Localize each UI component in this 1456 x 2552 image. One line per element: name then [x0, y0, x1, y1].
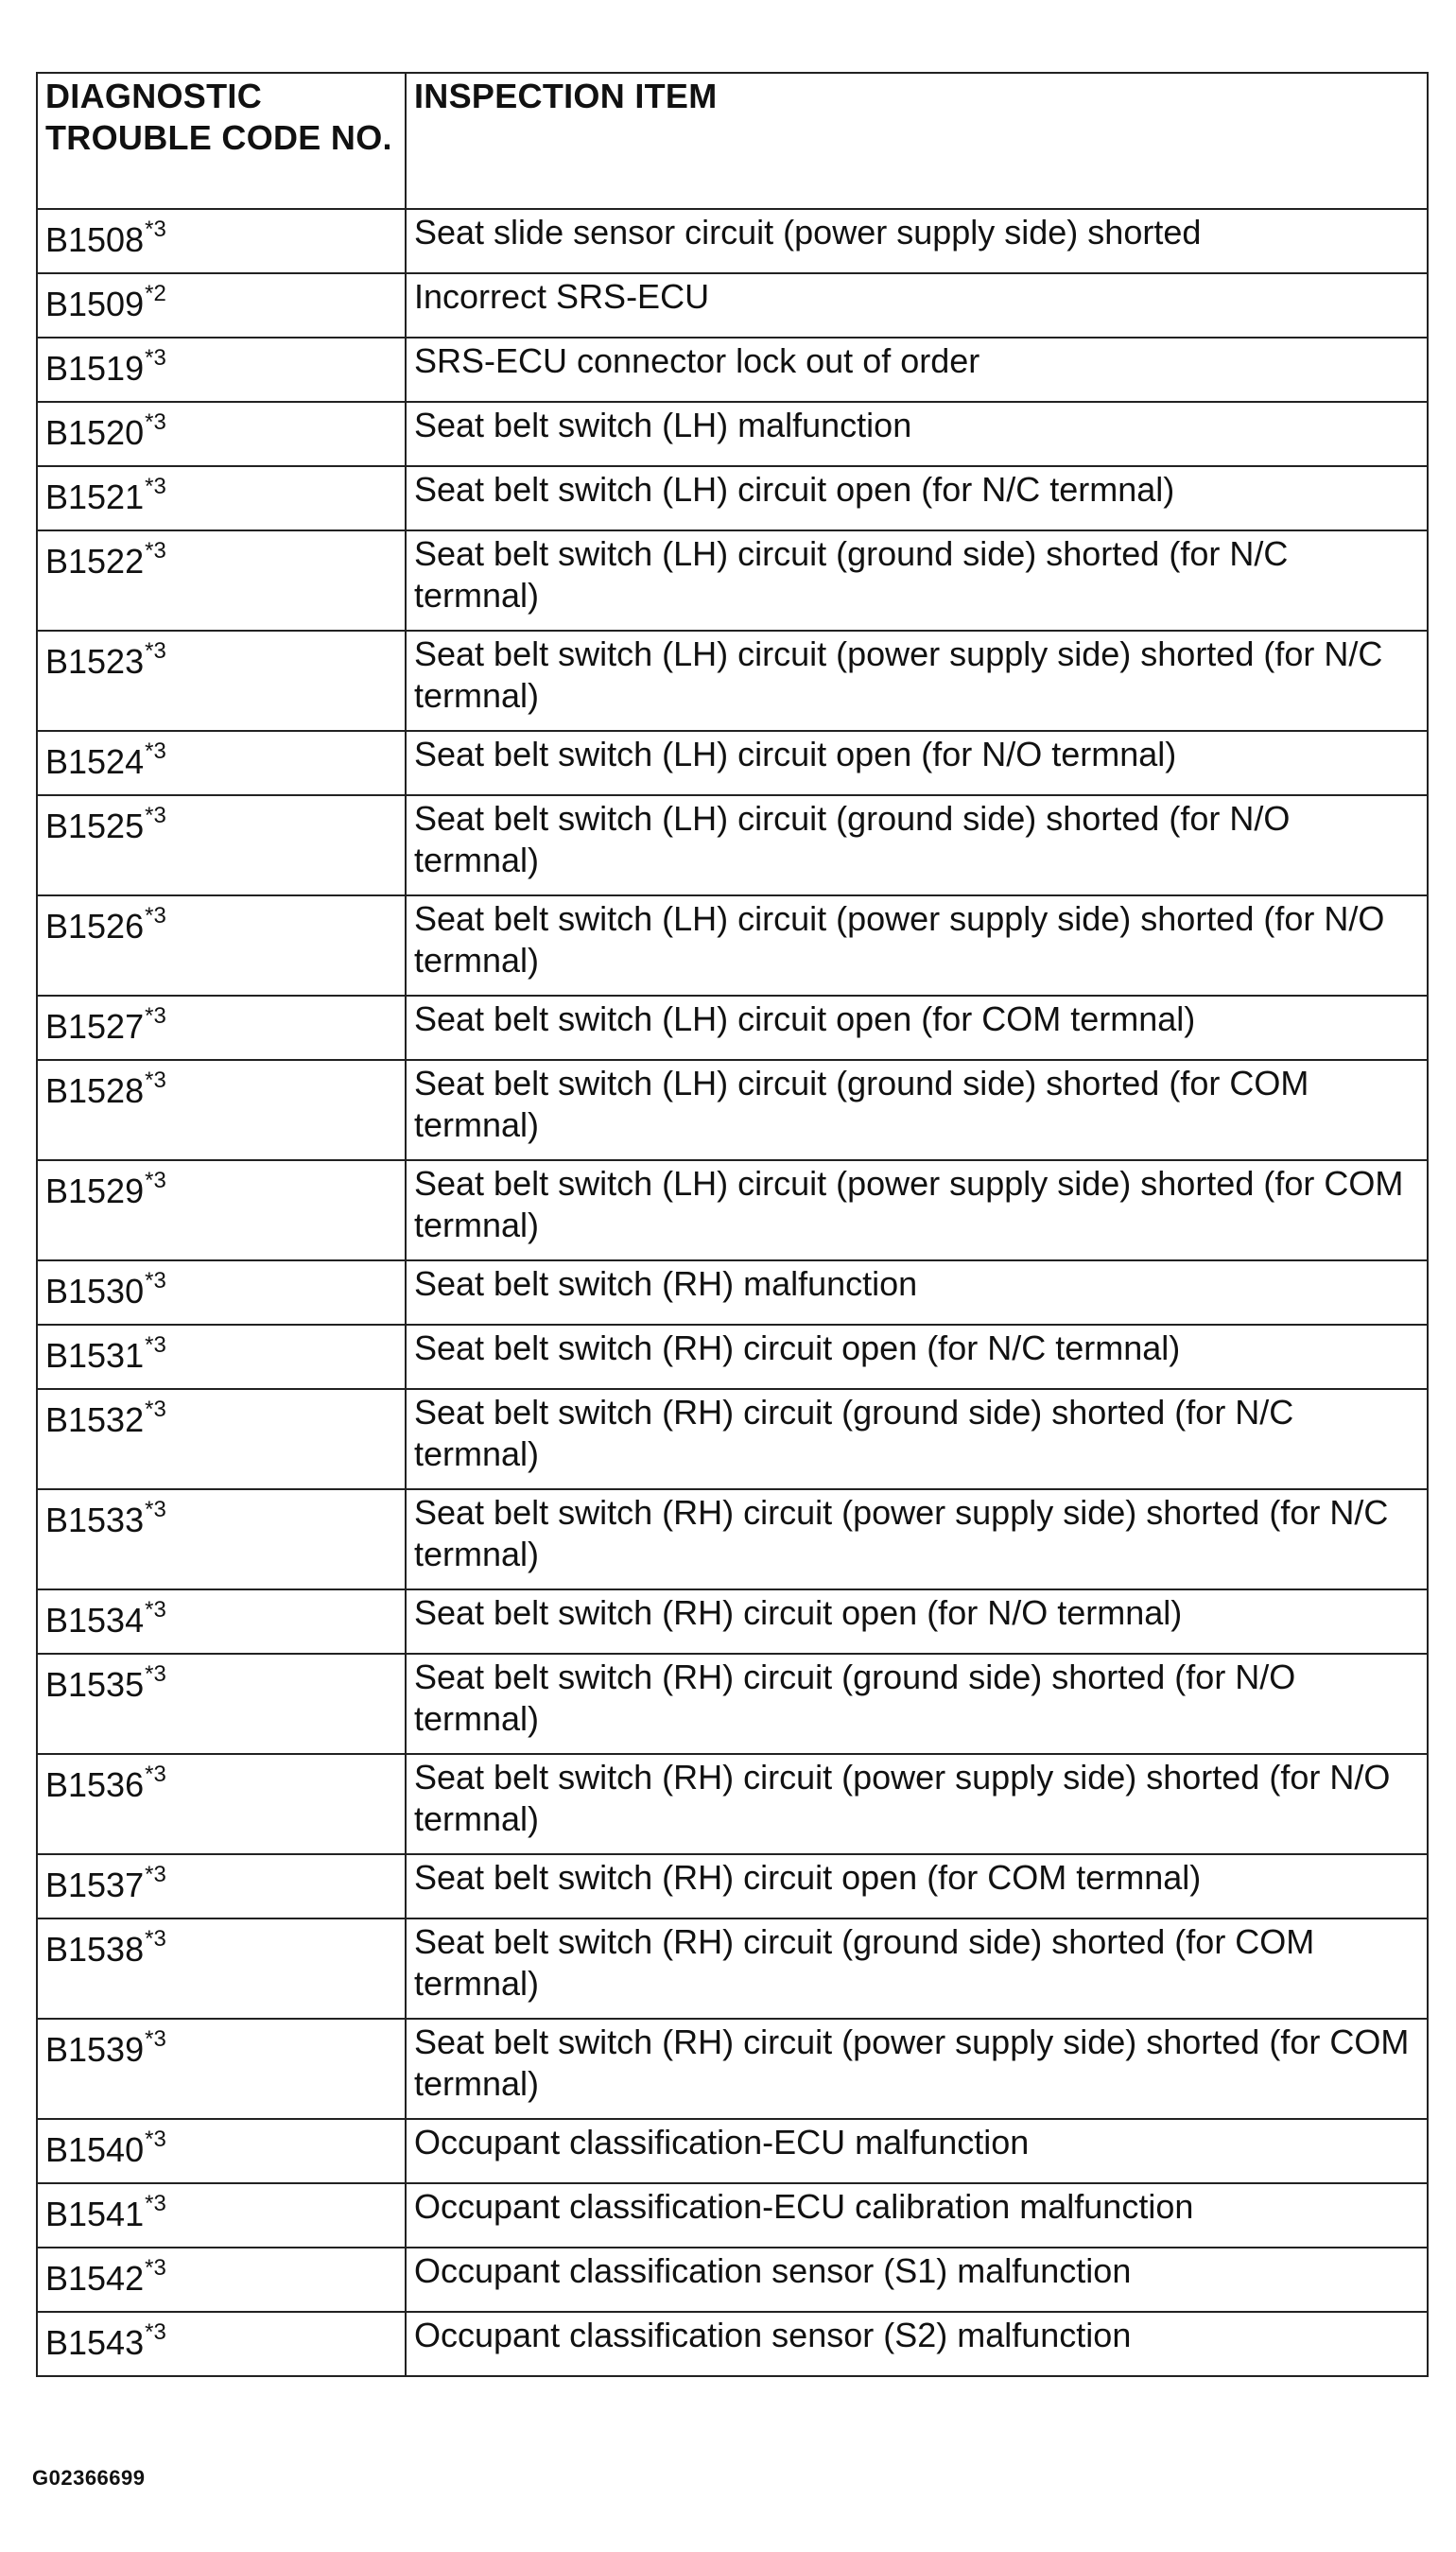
- dtc-note-marker: *3: [145, 538, 166, 564]
- dtc-code: B1520: [45, 413, 145, 452]
- dtc-code: B1526: [45, 907, 145, 946]
- dtc-code: B1535: [45, 1665, 145, 1704]
- dtc-note-marker: *3: [145, 474, 166, 499]
- table-row: [37, 1589, 1428, 1654]
- dtc-code: B1527: [45, 1007, 145, 1046]
- table-row: [37, 1854, 1428, 1918]
- dtc-code-cell: [37, 1060, 406, 1160]
- table-row: [37, 895, 1428, 996]
- dtc-code: B1534: [45, 1601, 145, 1640]
- table-row: [37, 2312, 1428, 2376]
- dtc-code-cell: [37, 402, 406, 466]
- dtc-code-cell: [37, 631, 406, 731]
- table-row: [37, 1160, 1428, 1260]
- dtc-note-marker: *3: [145, 1397, 166, 1422]
- table-row: [37, 2248, 1428, 2312]
- dtc-code-cell: [37, 1854, 406, 1918]
- dtc-code-cell: [37, 273, 406, 338]
- dtc-code: B1533: [45, 1501, 145, 1539]
- dtc-code-cell: [37, 2119, 406, 2183]
- table-row: [37, 731, 1428, 795]
- dtc-note-marker: *3: [145, 1497, 166, 1522]
- table-row: [37, 1389, 1428, 1489]
- dtc-code: B1524: [45, 742, 145, 781]
- table-row: [37, 402, 1428, 466]
- table-row: [37, 1754, 1428, 1854]
- figure-id: G02366699: [32, 2466, 146, 2490]
- dtc-code: B1522: [45, 542, 145, 581]
- inspection-item-cell: Seat belt switch (LH) circuit open (for COM termnal): [406, 996, 1428, 1060]
- table-row: [37, 466, 1428, 530]
- dtc-code-cell: [37, 1325, 406, 1389]
- dtc-code: B1541: [45, 2195, 145, 2233]
- dtc-code: B1540: [45, 2130, 145, 2169]
- dtc-note-marker: *3: [145, 1762, 166, 1787]
- dtc-code-cell: [37, 1260, 406, 1325]
- table-row: [37, 996, 1428, 1060]
- dtc-note-marker: *3: [145, 1862, 166, 1887]
- dtc-code-cell: [37, 1160, 406, 1260]
- dtc-note-marker: *3: [145, 2191, 166, 2216]
- table-header-row: [37, 73, 1428, 209]
- dtc-note-marker: *3: [145, 903, 166, 929]
- dtc-note-marker: *3: [145, 1332, 166, 1358]
- dtc-note-marker: *3: [145, 217, 166, 242]
- dtc-code: B1525: [45, 807, 145, 845]
- dtc-note-marker: *3: [145, 1661, 166, 1687]
- inspection-item-cell: Seat belt switch (RH) circuit open (for N/O termnal): [406, 1589, 1428, 1654]
- inspection-item-cell: Seat belt switch (RH) circuit (power supply side) shorted (for N/C termnal): [406, 1489, 1428, 1589]
- table-row: [37, 2019, 1428, 2119]
- dtc-code-cell: [37, 530, 406, 631]
- dtc-note-marker: *3: [145, 2255, 166, 2281]
- dtc-code-cell: [37, 895, 406, 996]
- inspection-item-cell: SRS-ECU connector lock out of order: [406, 338, 1428, 402]
- table-row: [37, 1060, 1428, 1160]
- dtc-code-cell: [37, 1654, 406, 1754]
- header-inspection-item: INSPECTION ITEM: [406, 73, 1428, 209]
- dtc-code-cell: [37, 338, 406, 402]
- inspection-item-cell: Occupant classification sensor (S1) malfunction: [406, 2248, 1428, 2312]
- table-row: [37, 1918, 1428, 2019]
- inspection-item-cell: Seat belt switch (RH) circuit (ground side) shorted (for N/O termnal): [406, 1654, 1428, 1754]
- dtc-code: B1530: [45, 1272, 145, 1311]
- dtc-note-marker: *3: [145, 1168, 166, 1193]
- dtc-note-marker: *3: [145, 803, 166, 828]
- inspection-item-cell: Seat belt switch (LH) circuit (power supply side) shorted (for N/O termnal): [406, 895, 1428, 996]
- table-row: [37, 1654, 1428, 1754]
- dtc-code: B1537: [45, 1866, 145, 1904]
- dtc-code-cell: [37, 2312, 406, 2376]
- inspection-item-cell: Seat belt switch (RH) circuit (power supply side) shorted (for COM termnal): [406, 2019, 1428, 2119]
- dtc-code-cell: [37, 1754, 406, 1854]
- dtc-code: B1539: [45, 2030, 145, 2069]
- inspection-item-cell: Seat belt switch (LH) circuit (power supply side) shorted (for COM termnal): [406, 1160, 1428, 1260]
- dtc-note-marker: *3: [145, 2319, 166, 2345]
- table-row: [37, 338, 1428, 402]
- dtc-code-cell: [37, 795, 406, 895]
- dtc-code: B1519: [45, 349, 145, 388]
- table-row: [37, 795, 1428, 895]
- dtc-code: B1523: [45, 642, 145, 681]
- dtc-note-marker: *3: [145, 1926, 166, 1952]
- table-row: [37, 1260, 1428, 1325]
- inspection-item-cell: Seat slide sensor circuit (power supply side) shorted: [406, 209, 1428, 273]
- inspection-item-cell: Occupant classification-ECU malfunction: [406, 2119, 1428, 2183]
- header-code: DIAGNOSTIC TROUBLE CODE NO.: [37, 73, 406, 209]
- inspection-item-cell: Seat belt switch (LH) circuit (ground side) shorted (for N/C termnal): [406, 530, 1428, 631]
- inspection-item-cell: Seat belt switch (RH) circuit (ground side) shorted (for N/C termnal): [406, 1389, 1428, 1489]
- inspection-item-cell: Seat belt switch (RH) circuit open (for N/C termnal): [406, 1325, 1428, 1389]
- inspection-item-cell: Occupant classification-ECU calibration malfunction: [406, 2183, 1428, 2248]
- dtc-note-marker: *3: [145, 2026, 166, 2052]
- dtc-code: B1532: [45, 1400, 145, 1439]
- table-row: [37, 1325, 1428, 1389]
- inspection-item-cell: Seat belt switch (LH) circuit (ground side) shorted (for N/O termnal): [406, 795, 1428, 895]
- inspection-item-cell: Seat belt switch (RH) circuit open (for COM termnal): [406, 1854, 1428, 1918]
- table-row: [37, 2183, 1428, 2248]
- table-body: [37, 209, 1428, 2376]
- inspection-item-cell: Seat belt switch (LH) circuit open (for N/C termnal): [406, 466, 1428, 530]
- table-row: [37, 631, 1428, 731]
- dtc-code-cell: [37, 1918, 406, 2019]
- table-row: [37, 209, 1428, 273]
- dtc-code: B1543: [45, 2323, 145, 2362]
- dtc-code-cell: [37, 2019, 406, 2119]
- dtc-note-marker: *3: [145, 738, 166, 764]
- dtc-code-cell: [37, 1589, 406, 1654]
- dtc-code: B1529: [45, 1172, 145, 1210]
- table-row: [37, 2119, 1428, 2183]
- dtc-note-marker: *3: [145, 1597, 166, 1623]
- dtc-code: B1508: [45, 220, 145, 259]
- dtc-note-marker: *3: [145, 1268, 166, 1293]
- inspection-item-cell: Seat belt switch (LH) malfunction: [406, 402, 1428, 466]
- dtc-code-cell: [37, 996, 406, 1060]
- dtc-code: B1538: [45, 1930, 145, 1969]
- dtc-note-marker: *3: [145, 1068, 166, 1093]
- inspection-item-cell: Occupant classification sensor (S2) malfunction: [406, 2312, 1428, 2376]
- dtc-code: B1531: [45, 1336, 145, 1375]
- inspection-item-cell: Seat belt switch (LH) circuit (power supply side) shorted (for N/C termnal): [406, 631, 1428, 731]
- dtc-code: B1536: [45, 1765, 145, 1804]
- inspection-item-cell: Incorrect SRS-ECU: [406, 273, 1428, 338]
- dtc-note-marker: *3: [145, 345, 166, 371]
- dtc-code-cell: [37, 2248, 406, 2312]
- inspection-item-cell: Seat belt switch (RH) circuit (power supply side) shorted (for N/O termnal): [406, 1754, 1428, 1854]
- table-row: [37, 530, 1428, 631]
- dtc-code: B1542: [45, 2259, 145, 2298]
- dtc-note-marker: *3: [145, 2127, 166, 2152]
- dtc-note-marker: *3: [145, 638, 166, 664]
- dtc-code: B1528: [45, 1071, 145, 1110]
- inspection-item-cell: Seat belt switch (LH) circuit open (for N/O termnal): [406, 731, 1428, 795]
- dtc-code-cell: [37, 731, 406, 795]
- table-row: [37, 273, 1428, 338]
- dtc-table: [36, 72, 1429, 2377]
- dtc-code-cell: [37, 2183, 406, 2248]
- dtc-code-cell: [37, 466, 406, 530]
- dtc-code-cell: [37, 1389, 406, 1489]
- dtc-code: B1521: [45, 477, 145, 516]
- table-row: [37, 1489, 1428, 1589]
- dtc-code: B1509: [45, 285, 145, 323]
- dtc-note-marker: *2: [145, 281, 166, 306]
- dtc-note-marker: *3: [145, 409, 166, 435]
- inspection-item-cell: Seat belt switch (LH) circuit (ground side) shorted (for COM termnal): [406, 1060, 1428, 1160]
- inspection-item-cell: Seat belt switch (RH) circuit (ground side) shorted (for COM termnal): [406, 1918, 1428, 2019]
- dtc-code-cell: [37, 1489, 406, 1589]
- dtc-code-cell: [37, 209, 406, 273]
- dtc-note-marker: *3: [145, 1003, 166, 1029]
- inspection-item-cell: Seat belt switch (RH) malfunction: [406, 1260, 1428, 1325]
